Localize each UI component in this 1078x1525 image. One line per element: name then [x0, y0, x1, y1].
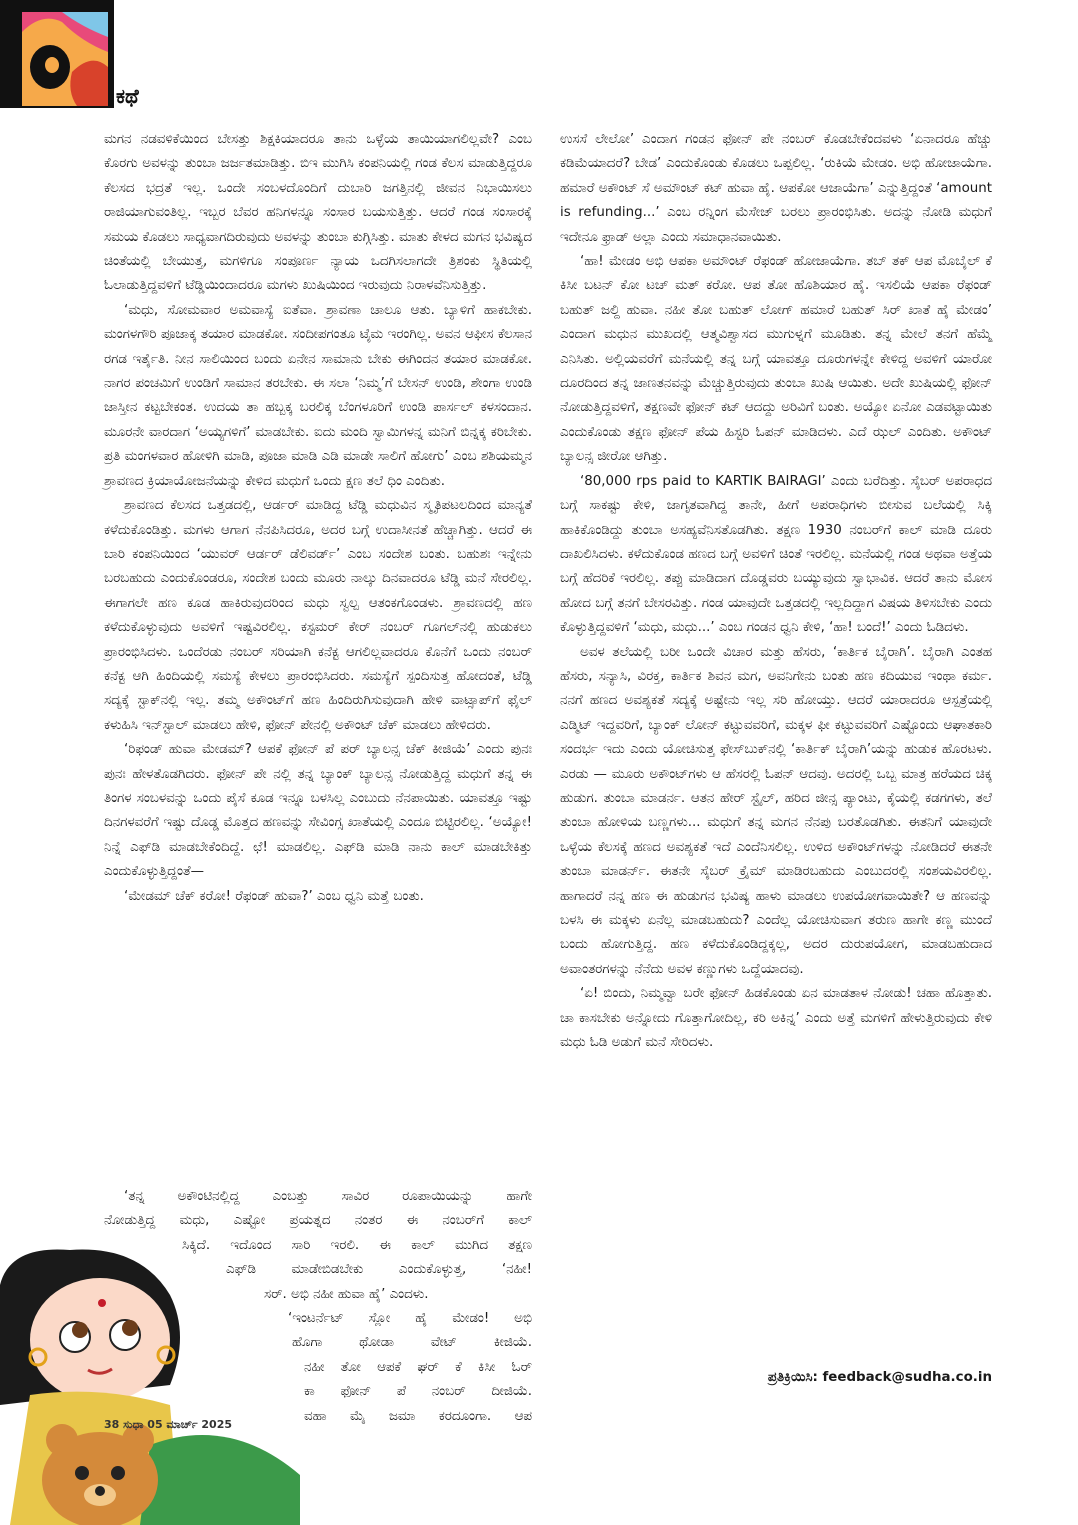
paragraph: ‘ಏ! ಬಿಂದು, ನಿಮ್ಮವ್ವಾ ಬರೇ ಫೋನ್ ಹಿಡಕೊಂಡು ಏನ ಮಾಡತಾಳ ನೋಡು! ಚಹಾ ಹೊತ್ತಾತು. ಚಾ ಕಾಸಬೇಕು ಅನ್ನೋದು ಗೊತ್ತಾಗೋದಿಲ್ಲ, ಕರಿ ಅಕಿನ್ನ’ ಎಂದು ಅತ್ತೆ ಮಗಳಿಗೆ ಹೇಳುತ್ತಿರುವುದು ಕೇಳಿ ಮಧು ಓಡಿ ಅಡುಗೆ ಮನೆ ಸೇರಿದಳು. [560, 986, 992, 1051]
text-line: ಎಫ್‌ಡಿ ಮಾಡೇಬಿಡಬೇಕು ಎಂದುಕೊಳ್ಳುತ್ತ, ‘ನಹೀ! [226, 1262, 532, 1278]
paragraph: ‘80,000 rps paid to KARTIK BAIRAGI’ ಎಂದು ಬರೆದಿತ್ತು. ಸೈಬರ್ ಅಪರಾಧದ ಬಗ್ಗೆ ಸಾಕಷ್ಟು ಕೇಳಿ, ಜಾಗೃತವಾಗಿದ್ದ ತಾನೇ, ಹೀಗೆ ಅಪರಾಧಿಗಳು ಬೀಸುವ ಬಲೆಯಲ್ಲಿ ಸಿಕ್ಕಿ ಹಾಕಿಕೊಂಡಿದ್ದು ತುಂಬಾ ಅಸಹ್ಯವೆನಿಸತೊಡಗಿತು. ತಕ್ಷಣ 1930 ನಂಬರ್‌ಗೆ ಕಾಲ್ ಮಾಡಿ ದೂರು ದಾಖಲಿಸಿದಳು. ಕಳೆದುಕೊಂಡ ಹಣದ ಬಗ್ಗೆ ಅವಳಿಗೆ ಚಿಂತೆ ಇರಲಿಲ್ಲ. ಮನೆಯಲ್ಲಿ ಗಂಡ ಅಥವಾ ಅತ್ತೆಯ ಬಗ್ಗೆ ಹೆದರಿಕೆ ಇರಲಿಲ್ಲ. ತಪ್ಪು ಮಾಡಿದಾಗ ದೊಡ್ಡವರು ಬಯ್ಯುವುದು ಸ್ವಾಭಾವಿಕ. ಆದರೆ ತಾನು ಮೋಸ ಹೋದ ಬಗ್ಗೆ ತನಗೆ ಬೇಸರವಿತ್ತು. ಗಂಡ ಯಾವುದೇ ಒತ್ತಡದಲ್ಲಿ ಇಲ್ಲದಿದ್ದಾಗ ವಿಷಯ ತಿಳಿಸಬೇಕು ಎಂದು ಕೊಳ್ಳುತ್ತಿದ್ದವಳಿಗೆ ‘ಮಧು, ಮಧು...’ ಎಂಬ ಗಂಡನ ಧ್ವನಿ ಕೇಳಿ, ‘ಹಾ! ಬಂದೆ!’ ಎಂದು ಓಡಿದಳು. [560, 473, 992, 636]
paragraph: ಅವಳ ತಲೆಯಲ್ಲಿ ಬರೀ ಒಂದೇ ವಿಚಾರ ಮತ್ತು ಹೆಸರು, ‘ಕಾರ್ತಿಕ ಬೈರಾಗಿ’. ಬೈರಾಗಿ ಎಂತಹ ಹೆಸರು, ಸನ್ಯಾಸಿ, ವಿರಕ್ತ, ಕಾರ್ತಿಕ ಶಿವನ ಮಗ, ಅವನಿಗೇನು ಬಂತು ಹಣ ಕದಿಯುವ ಇಂಥಾ ಕರ್ಮ. ನನಗೆ ಹಣದ ಅವಶ್ಯಕತೆ ಸದ್ಯಕ್ಕೆ ಅಷ್ಟೇನು ಇಲ್ಲ ಸರಿ ಹೋಯ್ತು. ಆದರೆ ಯಾರಾದರೂ ಆಸ್ಪತ್ರೆಯಲ್ಲಿ ಎಡ್ಮಿಟ್ ಇದ್ದವರಿಗೆ, ಬ್ಯಾಂಕ್ ಲೋನ್ ಕಟ್ಟುವವರಿಗೆ, ಮಕ್ಕಳ ಫೀ ಕಟ್ಟುವವರಿಗೆ ಎಷ್ಟೊಂದು ಆಘಾತಕಾರಿ ಸಂದರ್ಭ ಇದು ಎಂದು ಯೋಚಿಸುತ್ತ ಫೇಸ್‌ಬುಕ್‌ನಲ್ಲಿ ‘ಕಾರ್ತಿಕ್ ಬೈರಾಗಿ’ಯನ್ನು ಹುಡುಕ ಹೊರಟಳು. ಎರಡು — ಮೂರು ಅಕೌಂಟ್‌ಗಳು ಆ ಹೆಸರಲ್ಲಿ ಓಪನ್ ಆದವು. ಅದರಲ್ಲಿ ಒಬ್ಬ ಮಾತ್ರ ಹರೆಯದ ಚಿಕ್ಕ ಹುಡುಗ. ತುಂಬಾ ಮಾಡರ್ನ. ಆತನ ಹೇರ್ ಸ್ಟೈಲ್, ಹರಿದ ಜೀನ್ಸ ಪ್ಯಾಂಟು, ಕೈಯಲ್ಲಿ ಕಡಗಗಳು, ತಲೆ ತುಂಬಾ ಹೋಳಿಯ ಬಣ್ಣಗಳು... ಮಧುಗೆ ತನ್ನ ಮಗನ ನೆನಪು ಬರತೊಡಗಿತು. ಈತನಿಗೆ ಯಾವುದೇ ಒಳ್ಳೆಯ ಕೆಲಸಕ್ಕೆ ಹಣದ ಅವಶ್ಯಕತೆ ಇದೆ ಎಂದೆನಿಸಲಿಲ್ಲ. ಉಳಿದ ಅಕೌಂಟ್‌ಗಳನ್ನು ನೋಡಿದರೆ ಈತನೇ ತುಂಬಾ ಮಾಡರ್ನ್. ಈತನೇ ಸೈಬರ್ ಕ್ರೈಮ್ ಮಾಡಿರಬಹುದು ಎಂಬುದರಲ್ಲಿ ಸಂಶಯವಿರಲಿಲ್ಲ. ಹಾಗಾದರೆ ನನ್ನ ಹಣ ಈ ಹುಡುಗನ ಭವಿಷ್ಯ ಹಾಳು ಮಾಡಲು ಉಪಯೋಗವಾಯಿತೇ? ಆ ಹಣವನ್ನು ಬಳಸಿ ಈ ಮಕ್ಕಳು ಏನೆಲ್ಲ ಮಾಡಬಹುದು? ಎಂದೆಲ್ಲ ಯೋಚಿಸುವಾಗ ತರುಣ ಹಾಗೇ ಕಣ್ಣ ಮುಂದೆ ಬಂದು ಹೋಗುತ್ತಿದ್ದ. ಹಣ ಕಳೆದುಕೊಂಡಿದ್ದಕ್ಕಲ್ಲ, ಅದರ ದುರುಪಯೋಗ, ಮಾಡಬಹುದಾದ ಅವಾಂತರಗಳನ್ನು ನೆನೆದು ಅವಳ ಕಣ್ಣುಗಳು ಒದ್ದೆಯಾದವು. [560, 644, 992, 977]
text-line: ‘ಇಂಟರ್ನೆಟ್ ಸ್ಲೋ ಹೈ ಮೇಡಂ! ಅಭಿ [288, 1311, 532, 1327]
feedback-line: ಪ್ರತಿಕ್ರಿಯಿಸಿ: feedback@sudha.co.in [767, 1370, 992, 1385]
text-line: ವಹಾ ಮೈ ಜಮಾ ಕರದೂಂಗಾ. ಆಪ [304, 1408, 532, 1424]
text-line: ಸಿಕ್ಕಿದೆ. ಇದೊಂದ ಸಾರಿ ಇರಲಿ. ಈ ಕಾಲ್ ಮುಗಿದ ತಕ್ಷಣ [182, 1237, 532, 1253]
paragraph: ಮಗನ ನಡವಳಿಕೆಯಿಂದ ಬೇಸತ್ತು ಶಿಕ್ಷಕಿಯಾದರೂ ತಾನು ಒಳ್ಳೆಯ ತಾಯಿಯಾಗಲಿಲ್ಲವೇ? ಎಂಬ ಕೊರಗು ಅವಳನ್ನು ತುಂಬಾ ಜರ್ಜತಮಾಡಿತ್ತು. ಬಿಇ ಮುಗಿಸಿ ಕಂಪನಿಯಲ್ಲಿ ಗಂಡ ಕೆಲಸ ಮಾಡುತ್ತಿದ್ದರೂ ಕೆಲಸದ ಭದ್ರತೆ ಇಲ್ಲ. ಒಂದೇ ಸಂಬಳದೊಂದಿಗೆ ದುಬಾರಿ ಜಗತ್ತಿನಲ್ಲಿ ಜೀವನ ನಿಭಾಯಿಸಲು ರಾಜಿಯಾಗುವಂತಿಲ್ಲ. ಇಬ್ಬರ ಬೆವರ ಹನಿಗಳನ್ನೂ ಸಂಸಾರ ಬಯಸುತ್ತಿತ್ತು. ಆದರೆ ಗಂಡ ಸಂಸಾರಕ್ಕೆ ಸಮಯ ಕೊಡಲು ಸಾಧ್ಯವಾಗದಿರುವುದು ಅವಳನ್ನು ತುಂಬಾ ಕುಗ್ಗಿಸಿತ್ತು. ಮಾತು ಕೇಳದ ಮಗನ ಭವಿಷ್ಯದ ಚಿಂತೆಯಲ್ಲಿ ಬೇಯುತ್ತ, ಮಗಳಿಗೂ ಸಂಪೂರ್ಣ ನ್ಯಾಯ ಒದಗಿಸಲಾಗದೇ ತ್ರಿಶಂಕು ಸ್ಥಿತಿಯಲ್ಲಿ ಓಲಾಡುತ್ತಿದ್ದವಳಿಗೆ ಟೆಡ್ಡಿಯಿಂದಾದರೂ ಮಗಳು ಖುಷಿಯಿಂದ ಇರುವುದು ನಿರಾಳವೆನಿಸುತ್ತಿತ್ತು. [104, 132, 532, 294]
logo-shapes [22, 12, 108, 106]
right-column [560, 128, 992, 1055]
section-logo [0, 0, 114, 108]
paragraph: ‘ಹಾ! ಮೇಡಂ ಅಭಿ ಆಪಕಾ ಅಮೌಂಟ್ ರೆಫಂಡ್ ಹೋಜಾಯೆಗಾ. ತಬ್ ತಕ್ ಆಪ ಮೊಬೈಲ್ ಕೆ ಕಿಸೀ ಬಟನ್ ಕೋ ಟಚ್ ಮತ್ ಕರೋ. ಆಪ ತೋ ಹೊಶಿಯಾರ ಹೈ. ಇಸಲಿಯೆ ಆಪಕಾ ರೆಫಂಡ್ ಬಹುತ್ ಜಲ್ದಿ ಹುವಾ. ನಹೀ ತೋ ಬಹುತ್ ಲೋಗ್ ಹಮಾರೆ ಬಹುತ್ ಸಿರ್ ಖಾತೆ ಹೈ ಮೇಡಂ’ ಎಂದಾಗ ಮಧುನ ಮುಖದಲ್ಲಿ ಆತ್ಮವಿಶ್ವಾಸದ ಮುಗುಳ್ನಗೆ ಮೂಡಿತು. ತನ್ನ ಮೇಲೆ ತನಗೆ ಹೆಮ್ಮೆ ಎನಿಸಿತು. ಅಲ್ಲಿಯವರೆಗೆ ಮನೆಯಲ್ಲಿ ತನ್ನ ಬಗ್ಗೆ ಯಾವತ್ತೂ ದೂರುಗಳನ್ನೇ ಕೇಳಿದ್ದ ಅವಳಿಗೆ ಯಾರೋ ದೂರದಿಂದ ತನ್ನ ಜಾಣತನವನ್ನು ಮೆಚ್ಚುತ್ತಿರುವುದು ತುಂಬಾ ಖುಷಿ ಆಯಿತು. ಅದೇ ಖುಷಿಯಲ್ಲಿ ಫೋನ್ ನೋಡುತ್ತಿದ್ದವಳಿಗೆ, ತಕ್ಷಣವೇ ಫೋನ್ ಕಟ್ ಆದದ್ದು ಅರಿವಿಗೆ ಬಂತು. ಅಯ್ಯೋ ಏನೋ ಎಡವಟ್ಟಾಯಿತು ಎಂದುಕೊಂಡು ತಕ್ಷಣ ಫೋನ್ ಪೆಯ ಹಿಸ್ಟರಿ ಓಪನ್ ಮಾಡಿದಳು. ಎದೆ ಝಲ್ ಎಂದಿತು. ಅಕೌಂಟ್ ಬ್ಯಾಲನ್ಸ ಜೀರೋ ಆಗಿತ್ತು. [560, 254, 992, 465]
paragraph: ‘ರಿಫಂಡ್ ಹುವಾ ಮೇಡಮ್? ಆಪಕೆ ಫೋನ್ ಪೆ ಪರ್ ಬ್ಯಾಲನ್ಸ ಚೆಕ್ ಕೀಜಿಯೆ’ ಎಂದು ಪುನಃ ಪುನಃ ಹೇಳತೊಡಗಿದರು. ಫೋನ್ ಪೇ ನಲ್ಲಿ ತನ್ನ ಬ್ಯಾಂಕ್ ಬ್ಯಾಲನ್ಸ ನೋಡುತ್ತಿದ್ದ ಮಧುಗೆ ತನ್ನ ಈ ತಿಂಗಳ ಸಂಬಳವನ್ನು ಒಂದು ಪೈಸೆ ಕೂಡ ಇನ್ನೂ ಬಳಸಿಲ್ಲ ಎಂಬುದು ನೆನಪಾಯಿತು. ಯಾವತ್ತೂ ಇಷ್ಟು ದಿನಗಳವರೆಗೆ ಇಷ್ಟು ದೊಡ್ಡ ಮೊತ್ತದ ಹಣವನ್ನು ಸೇವಿಂಗ್ಸ ಖಾತೆಯಲ್ಲಿ ಎಂದೂ ಬಿಟ್ಟಿರಲಿಲ್ಲ. ‘ಅಯ್ಯೋ! ನಿನ್ನೆ ಎಫ್‌ಡಿ ಮಾಡಬೇಕೆಂದಿದ್ದೆ. ಛೆ! ಮಾಡಲಿಲ್ಲ. ಎಫ್‌ಡಿ ಮಾಡಿ ನಾನು ಕಾಲ್ ಮಾಡಬೇಕಿತ್ತು ಎಂದುಕೊಳ್ಳುತ್ತಿದ್ದಂತೆ— [104, 742, 532, 880]
text-line: ಕಾ ಫೋನ್ ಪೆ ನಂಬರ್ ದೀಜಿಯೆ. [304, 1384, 532, 1400]
text-line: ‘ತನ್ನ ಅಕೌಂಟಿನಲ್ಲಿದ್ದ ಎಂಬತ್ತು ಸಾವಿರ ರೂಪಾಯಿಯನ್ನು ಹಾಗೇ [124, 1189, 532, 1204]
logo-art [22, 12, 108, 106]
left-column [104, 128, 532, 909]
text-line: ಹೊಗಾ ಥೋಡಾ ವೇಟ್ ಕೀಜಿಯೆ. [292, 1335, 532, 1351]
page-folio: 38 ಸುಧಾ 05 ಮಾರ್ಚ್ 2025 [104, 1418, 232, 1431]
section-label: ಕಥೆ [116, 84, 139, 108]
paragraph: ಶ್ರಾವಣದ ಕೆಲಸದ ಒತ್ತಡದಲ್ಲಿ, ಆರ್ಡರ್ ಮಾಡಿದ್ದ ಟೆಡ್ಡಿ ಮಧುವಿನ ಸ್ಮೃತಿಪಟಲದಿಂದ ಮಾನ್ಯತೆ ಕಳೆದುಕೊಂಡಿತ್ತು. ಮಗಳು ಆಗಾಗ ನೆನಪಿಸಿದರೂ, ಅದರ ಬಗ್ಗೆ ಉದಾಸೀನತೆ ಹೆಚ್ಚಾಗಿತ್ತು. ಆದರೆ ಈ ಬಾರಿ ಕಂಪನಿಯಿಂದ ‘ಯುವರ್ ಆರ್ಡರ್ ಡೆಲಿವರ್ಡ್’ ಎಂಬ ಸಂದೇಶ ಬಂತು. ಬಹುಶಃ ಇನ್ನೇನು ಬರಬಹುದು ಎಂದುಕೊಂಡರೂ, ಸಂದೇಶ ಬಂದು ಮೂರು ನಾಲ್ಕು ದಿನವಾದರೂ ಟೆಡ್ಡಿ ಮನೆ ಸೇರಲಿಲ್ಲ. ಈಗಾಗಲೇ ಹಣ ಕೂಡ ಹಾಕಿರುವುದರಿಂದ ಮಧು ಸ್ವಲ್ಪ ಆತಂಕಗೊಂಡಳು. ಶ್ರಾವಣದಲ್ಲಿ ಹಣ ಕಳೆದುಕೊಳ್ಳುವುದು ಅವಳಿಗೆ ಇಷ್ಟವಿರಲಿಲ್ಲ. ಕಸ್ಟಮರ್ ಕೇರ್ ನಂಬರ್ ಗೂಗಲ್‌ನಲ್ಲಿ ಹುಡುಕಲು ಪ್ರಾರಂಭಿಸಿದಳು. ಒಂದೆರಡು ನಂಬರ್ ಸರಿಯಾಗಿ ಕನೆಕ್ಟ ಆಗಲಿಲ್ಲವಾದರೂ ಕೊನೆಗೆ ಒಂದು ನಂಬರ್ ಕನೆಕ್ಟ ಆಗಿ ಹಿಂದಿಯಲ್ಲಿ ಸಮಸ್ಯೆ ಕೇಳಲು ಪ್ರಾರಂಭಿಸಿದರು. ಸಮಸ್ಯೆಗೆ ಸ್ಪಂದಿಸುತ್ತ ಹೋದಂತೆ, ಟೆಡ್ಡಿ ಸದ್ಯಕ್ಕೆ ಸ್ಟಾಕ್‌ನಲ್ಲಿ ಇಲ್ಲ. ತಮ್ಮ ಅಕೌಂಟ್‌ಗೆ ಹಣ ಹಿಂದಿರುಗಿಸುವುದಾಗಿ ಹೇಳಿ ವಾಟ್ಸಾಪ್‌ಗೆ ಫೈಲ್ ಕಳುಹಿಸಿ ಇನ್‌ಸ್ಟಾಲ್ ಮಾಡಲು ಹೇಳಿ, ಫೋನ್ ಪೇನಲ್ಲಿ ಅಕೌಂಟ್ ಚೆಕ್ ಮಾಡಲು ಹೇಳಿದರು. [104, 498, 532, 733]
text-line: ನಹೀ ತೋ ಆಪಕೆ ಘರ್ ಕೆ ಕಿಸೀ ಓರ್ [304, 1359, 532, 1375]
paragraph: ‘ಮೇಡಮ್ ಚೆಕ್ ಕರೋ! ರೆಫಂಡ್ ಹುವಾ?’ ಎಂಬ ಧ್ವನಿ ಮತ್ತೆ ಬಂತು. [124, 888, 424, 904]
text-line: ನೋಡುತ್ತಿದ್ದ ಮಧು, ಎಷ್ಟೋ ಪ್ರಯತ್ನದ ನಂತರ ಈ ನಂಬರ್‌ಗೆ ಕಾಲ್ [104, 1213, 532, 1229]
paragraph: ‘ಮಧು, ಸೋಮವಾರ ಅಮವಾಸ್ಯೆ ಐತೆವಾ. ಶ್ರಾವಣಾ ಚಾಲೂ ಆತು. ಬ್ಯಾಳಿಗೆ ಹಾಕಬೇಕು. ಮಂಗಳಗೌರಿ ಪೂಜಾಕ್ಕ ತಯಾರ ಮಾಡಕೋ. ಸಂದೀಪಗಂತೂ ಟೈಮ ಇರಂಗಿಲ್ಲ. ಅವನ ಆಫೀಸ ಕೆಲಸಾನ ರಗಡ ಇರ್ತೈತಿ. ನೀನ ಸಾಲಿಯಿಂದ ಬಂದು ಏನೇನ ಸಾಮಾನು ಬೇಕು ಈಗಿಂದನ ತಯಾರ ಮಾಡಕೋ. ನಾಗರ ಪಂಚಮಿಗೆ ಉಂಡಿಗೆ ಸಾಮಾನ ತರಬೇಕು. ಈ ಸಲಾ ‘ನಿಮ್ಮ’ಗೆ ಬೇಸನ್ ಉಂಡಿ, ಶೇಂಗಾ ಉಂಡಿ ಜಾಸ್ತೀನ ಕಟ್ಟಬೇಕಂತ. ಉದಯ ತಾ ಹಬ್ಬಕ್ಕ ಬರಲಿಕ್ಕ ಬೆಂಗಳೂರಿಗೆ ಉಂಡಿ ಪಾರ್ಸಲ್ ಕಳಸಂದಾನ. ಮೂರನೇ ವಾರದಾಗ ‘ಅಯ್ಯಗಳಿಗೆ’ ಮಾಡಬೇಕು. ಐದು ಮಂದಿ ಸ್ವಾಮಿಗಳನ್ನ ಮನಿಗೆ ಬಿನ್ನಕ್ಕ ಕರಿಬೇಕು. ಪ್ರತಿ ಮಂಗಳವಾರ ಹೋಳಿಗಿ ಮಾಡಿ, ಪೂಜಾ ಮಾಡಿ ಎಡಿ ಮಾಡೇ ಸಾಲಿಗೆ ಹೋಗು’ ಎಂಬ ಶಶಿಯಮ್ಮನ ಶ್ರಾವಣದ ಕ್ರಿಯಾಯೋಜನೆಯನ್ನು ಕೇಳಿದ ಮಧುಗೆ ಒಂದು ಕ್ಷಣ ತಲೆ ಧಿಂ ಎಂದಿತು. [104, 302, 532, 489]
illustration-art [0, 1245, 300, 1525]
paragraph: ಉಸಸೆ ಲೇಲೋ’ ಎಂದಾಗ ಗಂಡನ ಫೋನ್ ಪೇ ನಂಬರ್ ಕೊಡಬೇಕೆಂದವಳು ‘ಏನಾದರೂ ಹೆಚ್ಚು ಕಡಿಮೆಯಾದರೆ? ಬೇಡ’ ಎಂದುಕೊಂಡು ಕೊಡಲು ಒಪ್ಪಲಿಲ್ಲ. ‘ರುಕಿಯೆ ಮೇಡಂ. ಅಭಿ ಹೋಜಾಯೆಗಾ. ಹಮಾರೆ ಅಕೌಂಟ್ ಸೆ ಅಮೌಂಟ್ ಕಟ್ ಹುವಾ ಹೈ. ಆಪಕೋ ಆಜಾಯೆಗಾ’ ಎನ್ನುತ್ತಿದ್ದಂತೆ ‘amount is refunding...’ ಎಂಬ ರನ್ನಿಂಗ ಮೆಸೇಜ್ ಬರಲು ಪ್ರಾರಂಭಿಸಿತು. ಅದನ್ನು ನೋಡಿ ಮಧುಗೆ ಇದೇನೂ ಫ್ರಾಡ್ ಅಲ್ಲಾ ಎಂದು ಸಮಾಧಾನವಾಯಿತು. [560, 132, 992, 245]
text-line: ಸರ್. ಅಭಿ ನಹೀ ಹುವಾ ಹೈ’ ಎಂದಳು. [264, 1286, 429, 1302]
girl-with-teddy-illustration [0, 1245, 300, 1525]
